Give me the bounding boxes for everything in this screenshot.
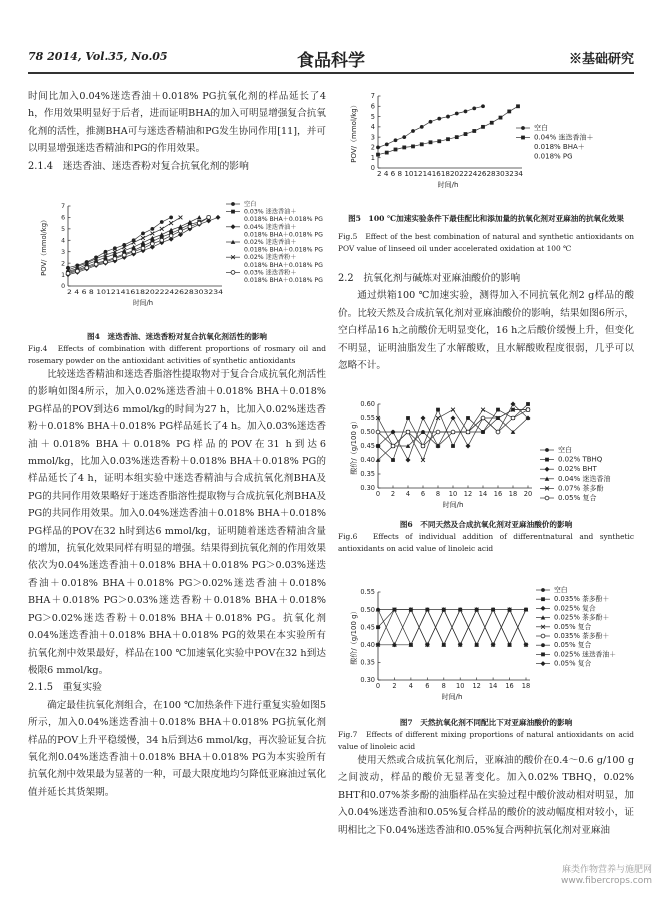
data-point bbox=[231, 224, 236, 229]
data-point bbox=[545, 496, 549, 500]
section-label: ※基础研究 bbox=[568, 52, 634, 67]
y-tick-label: 7 bbox=[370, 92, 375, 101]
x-tick-label: 8 bbox=[441, 682, 446, 690]
x-tick-label: 18 bbox=[521, 682, 531, 690]
data-point bbox=[169, 228, 174, 232]
y-tick-label: 0.40 bbox=[360, 641, 375, 649]
legend-label: 空白 bbox=[534, 124, 548, 132]
y-axis-title: POV/（mmol/kg） bbox=[40, 216, 48, 276]
y-tick-label: 0.60 bbox=[360, 400, 375, 409]
legend-label: 0.05% 复合 bbox=[554, 622, 592, 631]
series bbox=[376, 608, 528, 647]
journal-issue: 78 2014, Vol.35, No.05 bbox=[28, 50, 168, 63]
data-point bbox=[421, 458, 425, 462]
y-tick-label: 0.35 bbox=[360, 658, 375, 667]
data-point bbox=[66, 272, 70, 276]
data-point bbox=[472, 106, 476, 110]
legend-label: 0.03% 迷迭香粉＋ bbox=[244, 269, 297, 277]
y-tick-label: 0.40 bbox=[360, 456, 375, 465]
legend-label: 0.018% PG bbox=[534, 152, 573, 161]
data-point bbox=[150, 242, 154, 246]
y-tick-label: 2 bbox=[61, 260, 65, 268]
data-point bbox=[421, 444, 425, 448]
x-tick-label: 2 bbox=[392, 682, 397, 690]
data-point bbox=[113, 246, 117, 250]
data-point bbox=[207, 216, 211, 220]
data-point bbox=[446, 137, 450, 141]
data-point bbox=[104, 260, 108, 264]
left-column-body bbox=[28, 366, 326, 801]
data-point bbox=[179, 229, 183, 233]
y-tick-label: 0 bbox=[370, 164, 375, 173]
legend-label: 0.018% BHA＋0.018% PG bbox=[244, 277, 323, 284]
data-point bbox=[464, 110, 468, 114]
data-point bbox=[376, 625, 380, 629]
legend-label: 0.04% 迷迭香油＋ bbox=[534, 133, 594, 142]
y-tick-label: 0.30 bbox=[360, 676, 375, 685]
data-point bbox=[496, 430, 500, 434]
legend-label: 0.05% 复合 bbox=[554, 659, 592, 668]
data-point bbox=[197, 215, 202, 219]
data-point bbox=[150, 227, 154, 231]
legend-label: 0.025% 迷迭香油＋ bbox=[554, 650, 617, 659]
legend-label: 空白 bbox=[244, 201, 257, 208]
data-point bbox=[451, 430, 455, 434]
data-point bbox=[466, 430, 470, 434]
y-tick-label: 5 bbox=[370, 112, 375, 121]
x-tick-labels: 2 4 6 8 10121416182022242628303234 bbox=[67, 289, 224, 296]
figure-6-chart bbox=[338, 398, 634, 518]
x-tick-label: 10 bbox=[448, 490, 458, 498]
data-point bbox=[526, 402, 530, 406]
paragraph: 时间比加入0.04%迷迭香油＋0.018% PG抗氧化剂的样品延长了4 h，作用效果明显好于后者，进而证明BHA的加入可明显增强复合抗氧化剂的活性，推测BHA可与迷迭香精油和PG发生协同作用[11]，并可以明显增强迷迭香精油和PG的作用效果。 bbox=[28, 91, 326, 155]
legend-label: 0.04% 迷迭香油＋ bbox=[244, 223, 297, 231]
data-point bbox=[376, 153, 380, 157]
figure-caption-cn: 图4 迷迭香油、迷迭香粉对复合抗氧化剂活性的影响 bbox=[87, 332, 267, 341]
y-tick-label: 2 bbox=[370, 143, 375, 152]
data-point bbox=[231, 271, 235, 275]
legend-label: 0.02% TBHQ bbox=[558, 455, 603, 464]
x-tick-label: 8 bbox=[435, 490, 441, 498]
data-point bbox=[216, 215, 221, 220]
data-point bbox=[436, 416, 440, 420]
y-tick-label: 0.45 bbox=[360, 442, 375, 451]
data-point bbox=[455, 135, 459, 139]
data-point bbox=[496, 408, 500, 412]
figure-caption-cn: 图7 天然抗氧化剂不同配比下对亚麻油酸价的影响 bbox=[399, 718, 573, 727]
y-axis-title: 酸价/（g/100 g） bbox=[350, 417, 358, 475]
legend-label: 0.018% BHA＋0.018% PG bbox=[244, 261, 323, 269]
data-point bbox=[451, 408, 455, 412]
series bbox=[376, 104, 520, 156]
x-tick-label: 6 bbox=[420, 490, 426, 498]
legend-label: 0.02% 迷迭香油＋ bbox=[244, 239, 297, 246]
data-point bbox=[385, 142, 389, 146]
data-point bbox=[541, 597, 545, 601]
y-tick-label: 3 bbox=[61, 248, 65, 256]
data-point bbox=[411, 129, 415, 133]
data-point bbox=[481, 408, 485, 412]
data-point bbox=[406, 430, 410, 434]
paragraph: 通过烘箱100 ℃加速实验，测得加入不同抗氧化剂2 g样品的酸价。比较天然及合成抗氧化剂对亚麻油酸价的影响，结果如图6所示，空白样品16 h之前酸价无明显变化，16 h之后酸价缓慢上升，但变化不明显，证明油脂发生了水解酸败，且水解酸败程度很弱，几乎可以忽略不计。 bbox=[338, 290, 634, 372]
data-point bbox=[94, 262, 98, 266]
data-point bbox=[376, 430, 380, 434]
series bbox=[66, 216, 173, 270]
figure-7-chart bbox=[338, 578, 634, 716]
x-axis-title: 时间/h bbox=[437, 181, 459, 189]
y-tick-label: 0.35 bbox=[360, 470, 375, 479]
legend-label: 0.025% 复合 bbox=[554, 604, 596, 613]
data-point bbox=[169, 221, 173, 225]
data-point bbox=[406, 416, 410, 420]
x-tick-label: 4 bbox=[408, 682, 413, 690]
x-tick-label: 0 bbox=[375, 490, 381, 498]
x-tick-label: 14 bbox=[478, 490, 488, 498]
y-tick-label: 0.45 bbox=[360, 623, 375, 632]
data-point bbox=[141, 246, 145, 250]
data-point bbox=[376, 146, 380, 150]
x-tick-label: 0 bbox=[375, 682, 381, 690]
data-point bbox=[160, 238, 164, 242]
y-tick-label: 0.55 bbox=[360, 414, 375, 423]
y-tick-label: 4 bbox=[61, 237, 65, 245]
data-point bbox=[545, 467, 550, 472]
data-point bbox=[188, 220, 193, 224]
data-point bbox=[160, 227, 164, 231]
y-tick-label: 5 bbox=[61, 226, 65, 234]
data-point bbox=[75, 269, 79, 273]
figure-caption-cn: 图6 不同天然及合成抗氧化剂对亚麻油酸价的影响 bbox=[399, 520, 573, 529]
paragraph: 确定最佳抗氧化剂组合，在100 ℃加热条件下进行重复实验如图5所示，加入0.04%迷迭香油＋0.018% BHA＋0.018% PG抗氧化剂样品的POV上升平稳缓慢，34 h后到达6 mmol/kg，再次验证复合抗氧化剂0.04%迷迭香油＋0.018% BHA＋0.018% PG为本实验所有抗氧化剂中效果最为显著的一种，可最大限度地均匀降低亚麻油过氧化值并延长其货架期。 bbox=[28, 699, 326, 798]
legend-label: 0.03% 迷迭香油＋ bbox=[244, 208, 297, 216]
left-column-top bbox=[28, 88, 326, 175]
data-point bbox=[521, 136, 525, 140]
data-point bbox=[437, 117, 441, 121]
data-point bbox=[420, 142, 424, 146]
data-point bbox=[436, 430, 440, 434]
data-point bbox=[481, 430, 485, 434]
x-tick-label: 16 bbox=[505, 682, 514, 690]
data-point bbox=[436, 408, 440, 412]
data-point bbox=[231, 202, 235, 206]
data-point bbox=[141, 236, 145, 240]
data-point bbox=[160, 220, 164, 224]
legend-label: 0.018% BHA＋0.018% PG bbox=[244, 216, 323, 224]
data-point bbox=[394, 138, 398, 142]
paragraph: 使用天然或合成抗氧化剂后，亚麻油的酸价在0.4～0.6 g/100 g之间波动，样品的酸价无显著变化。加入0.02% TBHQ，0.02% BHT和0.07%茶多酚的油脂样品在实验过程中酸价波动相对明显，加入0.04%迷迭香油和0.05%复合样品的酸价的波动幅度相对较小，证明相比之下0.04%迷迭香油和0.05%复合两种抗氧化剂对亚麻油 bbox=[338, 755, 634, 836]
figure-caption-en: Fig.5 Effect of the best combination of natural and synthetic antioxidants on POV value of linseed oil under accelerated oxidation at 100 ℃ bbox=[338, 232, 634, 253]
y-tick-label: 7 bbox=[61, 203, 65, 211]
legend-label: 0.05% 复合 bbox=[554, 641, 592, 650]
y-tick-label: 0 bbox=[61, 283, 65, 291]
data-point bbox=[541, 643, 545, 647]
legend-label: 0.035% 茶多酚＋ bbox=[554, 632, 610, 640]
series-line bbox=[378, 106, 518, 154]
data-point bbox=[150, 232, 154, 236]
data-point bbox=[451, 416, 456, 421]
data-point bbox=[402, 146, 406, 150]
figure-caption-en: Fig.6 Effects of individual addition of differentnatural and synthetic antioxidants on acid value of linoleic acid bbox=[338, 532, 634, 553]
data-point bbox=[511, 416, 515, 420]
data-point bbox=[481, 416, 485, 420]
x-tick-label: 2 bbox=[390, 490, 396, 498]
section-heading: 2.1.5 重复实验 bbox=[28, 682, 102, 694]
watermark bbox=[561, 865, 652, 887]
y-tick-label: 4 bbox=[370, 123, 375, 132]
data-point bbox=[446, 115, 450, 119]
series bbox=[376, 416, 531, 462]
data-point bbox=[526, 408, 530, 412]
data-point bbox=[231, 210, 235, 214]
legend-label: 0.02% 迷迭香粉＋ bbox=[244, 254, 297, 262]
x-tick-label: 10 bbox=[456, 682, 465, 690]
legend-label: 0.018% BHA＋ bbox=[534, 143, 585, 151]
legend-label: 0.018% BHA＋0.018% PG bbox=[244, 231, 323, 239]
data-point bbox=[507, 110, 511, 114]
data-point bbox=[141, 240, 146, 244]
data-point bbox=[391, 444, 395, 448]
data-point bbox=[516, 104, 520, 108]
data-point bbox=[481, 125, 485, 129]
data-point bbox=[472, 129, 476, 133]
x-tick-label: 20 bbox=[523, 490, 533, 498]
data-point bbox=[541, 588, 545, 592]
x-tick-label: 16 bbox=[493, 490, 503, 498]
x-tick-label: 4 bbox=[405, 490, 411, 498]
data-point bbox=[499, 116, 503, 120]
figure-caption-en: Fig.7 Effects of different mixing proportions of natural antioxidants on acid value of linoleic acid bbox=[338, 730, 634, 751]
y-tick-label: 6 bbox=[61, 214, 65, 222]
data-point bbox=[188, 225, 192, 229]
x-tick-label: 12 bbox=[472, 682, 481, 690]
data-point bbox=[169, 216, 173, 220]
legend-label: 0.025% 茶多酚＋ bbox=[554, 613, 610, 622]
data-point bbox=[141, 232, 145, 236]
x-axis-title: 时间/h bbox=[441, 693, 463, 701]
data-point bbox=[545, 458, 549, 462]
right-column-bottom bbox=[338, 752, 634, 839]
data-point bbox=[429, 140, 433, 144]
y-tick-label: 0.50 bbox=[360, 605, 375, 614]
legend-label: 0.035% 茶多酚＋ bbox=[554, 595, 610, 604]
data-point bbox=[421, 416, 426, 421]
x-tick-label: 12 bbox=[463, 490, 473, 498]
data-point bbox=[104, 250, 108, 254]
series-line bbox=[378, 410, 528, 432]
x-axis-title: 时间/h bbox=[442, 501, 464, 509]
data-point bbox=[541, 661, 546, 666]
y-axis-title: 酸价/（g/100 g） bbox=[350, 607, 358, 665]
data-point bbox=[420, 125, 424, 129]
data-point bbox=[490, 121, 494, 125]
x-tick-label: 6 bbox=[425, 682, 430, 690]
data-point bbox=[178, 224, 183, 228]
data-point bbox=[437, 139, 441, 143]
legend-label: 0.018% BHA＋0.018% PG bbox=[244, 246, 323, 254]
data-point bbox=[521, 126, 525, 130]
data-point bbox=[179, 216, 183, 220]
y-tick-label: 0.30 bbox=[360, 484, 375, 493]
right-column-body bbox=[338, 270, 634, 374]
data-point bbox=[541, 606, 546, 611]
y-tick-label: 0.55 bbox=[360, 588, 375, 597]
data-point bbox=[385, 151, 389, 155]
data-point bbox=[466, 416, 470, 420]
y-tick-label: 6 bbox=[370, 102, 375, 111]
data-point bbox=[122, 253, 126, 257]
legend-label: 空白 bbox=[558, 446, 572, 454]
data-point bbox=[150, 236, 155, 240]
x-axis-title: 时间/h bbox=[132, 299, 154, 307]
legend-label: 0.05% 复合 bbox=[558, 494, 597, 502]
legend-label: 0.02% BHT bbox=[558, 465, 597, 474]
section-heading: 2.2 抗氧化剂与碱炼对亚麻油酸价的影响 bbox=[338, 273, 521, 284]
data-point bbox=[394, 148, 398, 152]
data-point bbox=[131, 245, 136, 249]
series-line bbox=[378, 410, 528, 446]
x-tick-label: 18 bbox=[508, 490, 518, 498]
y-tick-label: 0.50 bbox=[360, 428, 375, 437]
page-header bbox=[28, 48, 634, 74]
figure-6-caption bbox=[338, 518, 634, 555]
watermark-line: www.fibercrops.com bbox=[561, 876, 652, 886]
journal-title: 食品科学 bbox=[297, 51, 365, 71]
data-point bbox=[391, 458, 395, 462]
data-point bbox=[455, 112, 459, 116]
legend-label: 0.07% 茶多酚 bbox=[558, 484, 604, 493]
data-point bbox=[411, 145, 415, 149]
watermark-line: 麻类作物营养与施肥网 bbox=[561, 865, 652, 875]
x-tick-label: 14 bbox=[488, 682, 498, 690]
figure-4-chart bbox=[30, 198, 326, 326]
data-point bbox=[402, 135, 406, 139]
data-point bbox=[113, 257, 117, 261]
section-heading: 2.1.4 迷迭香油、迷迭香粉对复合抗氧化剂的影响 bbox=[28, 160, 249, 172]
figure-5-caption bbox=[338, 212, 634, 255]
figure-4-caption bbox=[28, 330, 326, 367]
y-tick-label: 1 bbox=[61, 271, 65, 279]
data-point bbox=[464, 132, 468, 136]
figure-caption-en: Fig.4 Effects of combination with different proportions of rosmary oil and rosemary powder on the antioxidant activities of synthetic antioxidants bbox=[28, 344, 326, 365]
y-tick-label: 1 bbox=[370, 153, 375, 162]
data-point bbox=[132, 250, 136, 254]
data-point bbox=[466, 444, 471, 449]
data-point bbox=[406, 458, 411, 463]
data-point bbox=[545, 448, 549, 452]
data-point bbox=[541, 653, 545, 657]
data-point bbox=[481, 104, 485, 108]
data-point bbox=[159, 232, 164, 236]
figure-7-caption bbox=[338, 716, 634, 753]
data-point bbox=[451, 444, 455, 448]
legend-label: 空白 bbox=[554, 586, 568, 594]
data-point bbox=[169, 234, 173, 238]
figure-caption-cn: 图5 100 ℃加速实验条件下最佳配比和添加量的抗氧化剂对亚麻油的抗氧化效果 bbox=[348, 214, 624, 223]
y-axis-title: POV/（mmol/kg） bbox=[350, 101, 358, 163]
series-line bbox=[378, 610, 526, 645]
y-tick-label: 3 bbox=[370, 133, 375, 142]
figure-5-chart bbox=[338, 86, 634, 212]
x-tick-labels: 2 4 6 8 10121416182022242628303234 bbox=[377, 170, 523, 178]
data-point bbox=[197, 221, 201, 225]
legend-label: 0.04% 迷迭香油 bbox=[558, 474, 611, 483]
data-point bbox=[429, 120, 433, 124]
data-point bbox=[541, 634, 545, 638]
data-point bbox=[85, 266, 89, 270]
paragraph: 比较迷迭香精油和迷迭香脂溶性提取物对于复合合成抗氧化剂活性的影响如图4所示，加入0.02%迷迭香油＋0.018% BHA＋0.018% PG样品的POV到达6 mmol/kg的时间为27 h，比加入0.02%迷迭香粉＋0.018% BHA＋0.018% PG样品延长了4 h。加入0.03%迷迭香油＋0.018% BHA＋0.018% PG样品的POV在31 h到达6 mmol/kg，比加入0.03%迷迭香粉＋0.018% BHA＋0.018% PG的样品延长了4 h，证明本组实验中迷迭香精油与合成抗氧化剂BHA及PG的共同作用效果略好于迷迭香脂溶性提取物与合成抗氧化剂BHA及PG的共同作用效果。加入0.04%迷迭香油＋0.018% BHA＋0.018% PG样品的POV在32 h时到达6 mmol/kg，证明随着迷迭香精油含量的增加，抗氧化效果同样有明显的增强。结果得到抗氧化剂的作用效果依次为0.04%迷迭香油＋0.018% BHA＋0.018% PG＞0.03%迷迭香油＋0.018% BHA＋0.018% PG＞0.02%迷迭香油＋0.018% BHA＋0.018% PG＞0.03%迷迭香粉＋0.018% BHA＋0.018% PG＞0.02%迷迭香粉＋0.018% BHA＋0.018% PG。抗氧化剂0.04%迷迭香油＋0.018% BHA＋0.018% PG的效果在本实验所有抗氧化剂中效果最好，样品在100 ℃加速氧化实验中POV在32 h到达极限6 mmol/kg。 bbox=[28, 369, 326, 676]
